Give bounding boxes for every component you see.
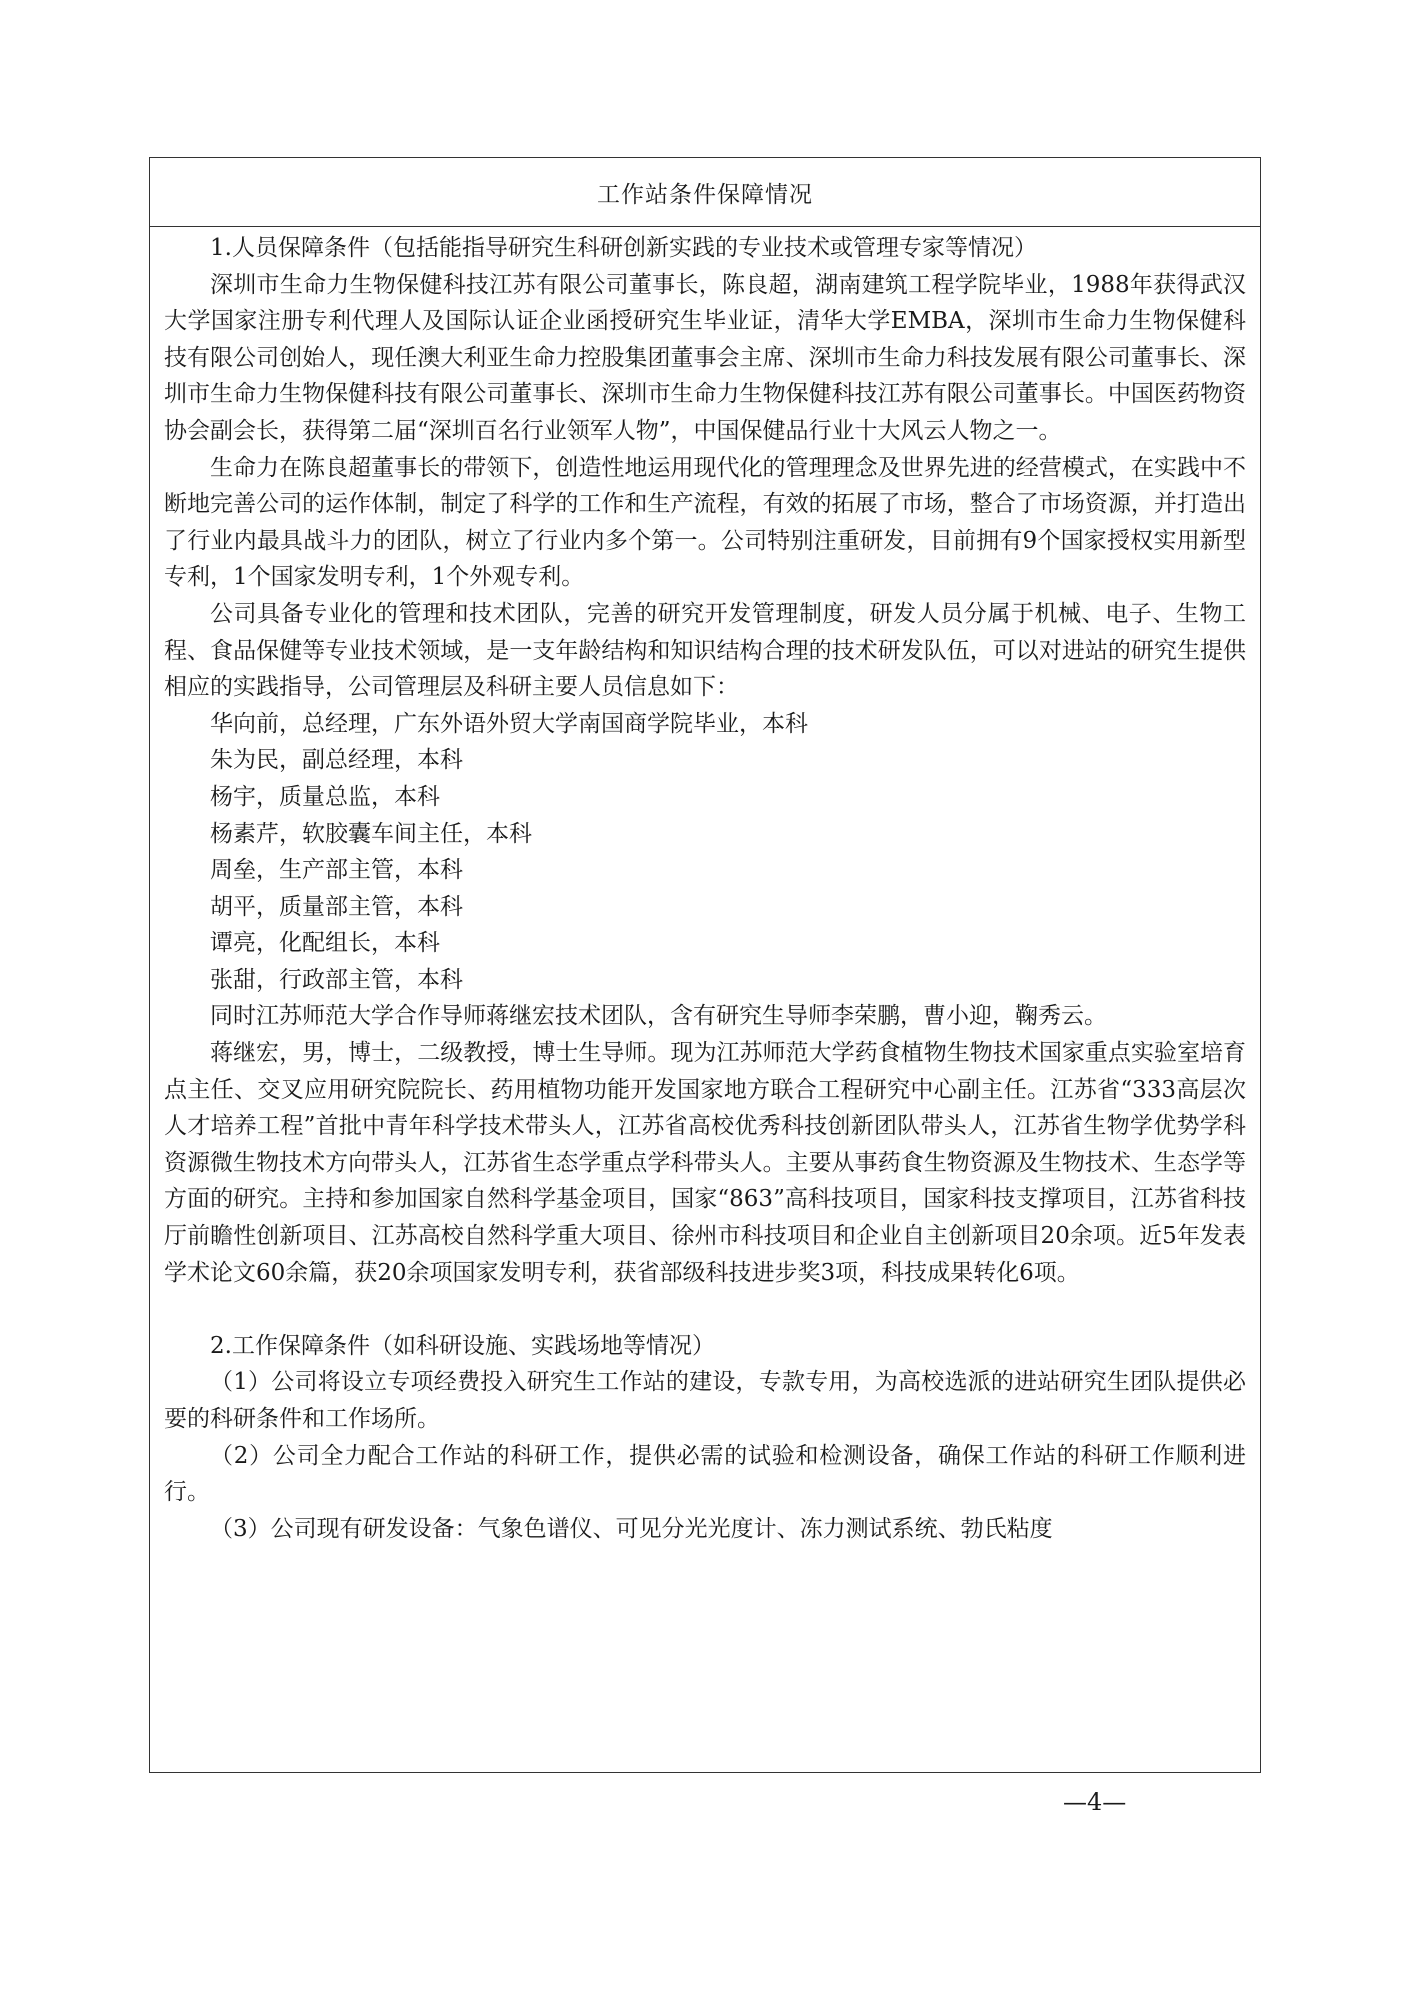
section1-heading: 1.人员保障条件（包括能指导研究生科研创新实践的专业技术或管理专家等情况） (210, 235, 1037, 261)
paragraph-team: 公司具备专业化的管理和技术团队，完善的研究开发管理制度，研发人员分属于机械、电子、生物工程、食品保健等专业技术领域，是一支年龄结构和知识结构合理的技术研发队伍，可以对进站的研究生提供相应的实践指导，公司管理层及科研主要人员信息如下： (164, 600, 1246, 701)
conditions-table (149, 157, 1261, 1773)
paragraph-condition-2: （2）公司全力配合工作站的科研工作，提供必需的试验和检测设备，确保工作站的科研工作顺利进行。 (164, 1442, 1246, 1506)
staff-item: 谭亮，化配组长，本科 (210, 930, 440, 957)
staff-item: 华向前，总经理，广东外语外贸大学南国商学院毕业，本科 (210, 710, 808, 737)
blank-line (164, 1291, 1246, 1328)
page-number: —4— (1063, 1788, 1127, 1816)
staff-item: 周垒，生产部主管，本科 (210, 857, 463, 884)
staff-item: 杨宇，质量总监，本科 (210, 783, 440, 810)
table-header (150, 158, 1260, 227)
paragraph-company-development: 生命力在陈良超董事长的带领下，创造性地运用现代化的管理理念及世界先进的经营模式，在实践中不断地完善公司的运作体制，制定了科学的工作和生产流程，有效的拓展了市场，整合了市场资源，并打造出了行业内最具战斗力的团队，树立了行业内多个第一。公司特别注重研发，目前拥有9个国家授权实用新型专利，1个国家发明专利，1个外观专利。 (164, 454, 1246, 591)
section2-heading: 2.工作保障条件（如科研设施、实践场地等情况） (210, 1332, 715, 1359)
staff-item: 杨素芹，软胶囊车间主任，本科 (210, 820, 532, 847)
table-body (150, 227, 1260, 1547)
staff-item: 胡平，质量部主管，本科 (210, 893, 463, 920)
paragraph-professor-bio: 蒋继宏，男，博士，二级教授，博士生导师。现为江苏师范大学药食植物生物技术国家重点实验室培育点主任、交叉应用研究院院长、药用植物功能开发国家地方联合工程研究中心副主任。江苏省“333高层次人才培养工程”首批中青年科学技术带头人，江苏省高校优秀科技创新团队带头人，江苏省生物学优势学科资源微生物技术方向带头人，江苏省生态学重点学科带头人。主要从事药食生物资源及生物技术、生态学等方面的研究。主持和参加国家自然科学基金项目，国家“863”高科技项目，国家科技支撑项目，江苏省科技厅前瞻性创新项目、江苏高校自然科学重大项目、徐州市科技项目和企业自主创新项目20余项。近5年发表学术论文60余篇，获20余项国家发明专利，获省部级科技进步奖3项，科技成果转化6项。 (164, 1040, 1246, 1286)
paragraph-chairman: 深圳市生命力生物保健科技江苏有限公司董事长，陈良超，湖南建筑工程学院毕业，1988年获得武汉大学国家注册专利代理人及国际认证企业函授研究生毕业证，清华大学EMBA，深圳市生命力生物保健科技有限公司创始人，现任澳大利亚生命力控股集团董事会主席、深圳市生命力科技发展有限公司董事长、深圳市生命力生物保健科技有限公司董事长、深圳市生命力生物保健科技江苏有限公司董事长。中国医药物资协会副会长，获得第二届“深圳百名行业领军人物”，中国保健品行业十大风云人物之一。 (164, 271, 1246, 444)
paragraph-condition-1: （1）公司将设立专项经费投入研究生工作站的建设，专款专用，为高校选派的进站研究生团队提供必要的科研条件和工作场所。 (164, 1369, 1246, 1432)
paragraph-condition-3: （3）公司现有研发设备：气象色谱仪、可见分光光度计、冻力测试系统、勃氏粘度 (210, 1515, 1053, 1542)
staff-item: 张甜，行政部主管，本科 (210, 966, 463, 993)
table-title: 工作站条件保障情况 (597, 181, 813, 208)
staff-item: 朱为民，副总经理，本科 (210, 747, 463, 774)
paragraph-university-team: 同时江苏师范大学合作导师蒋继宏技术团队，含有研究生导师李荣鹏，曹小迎，鞠秀云。 (210, 1003, 1107, 1030)
